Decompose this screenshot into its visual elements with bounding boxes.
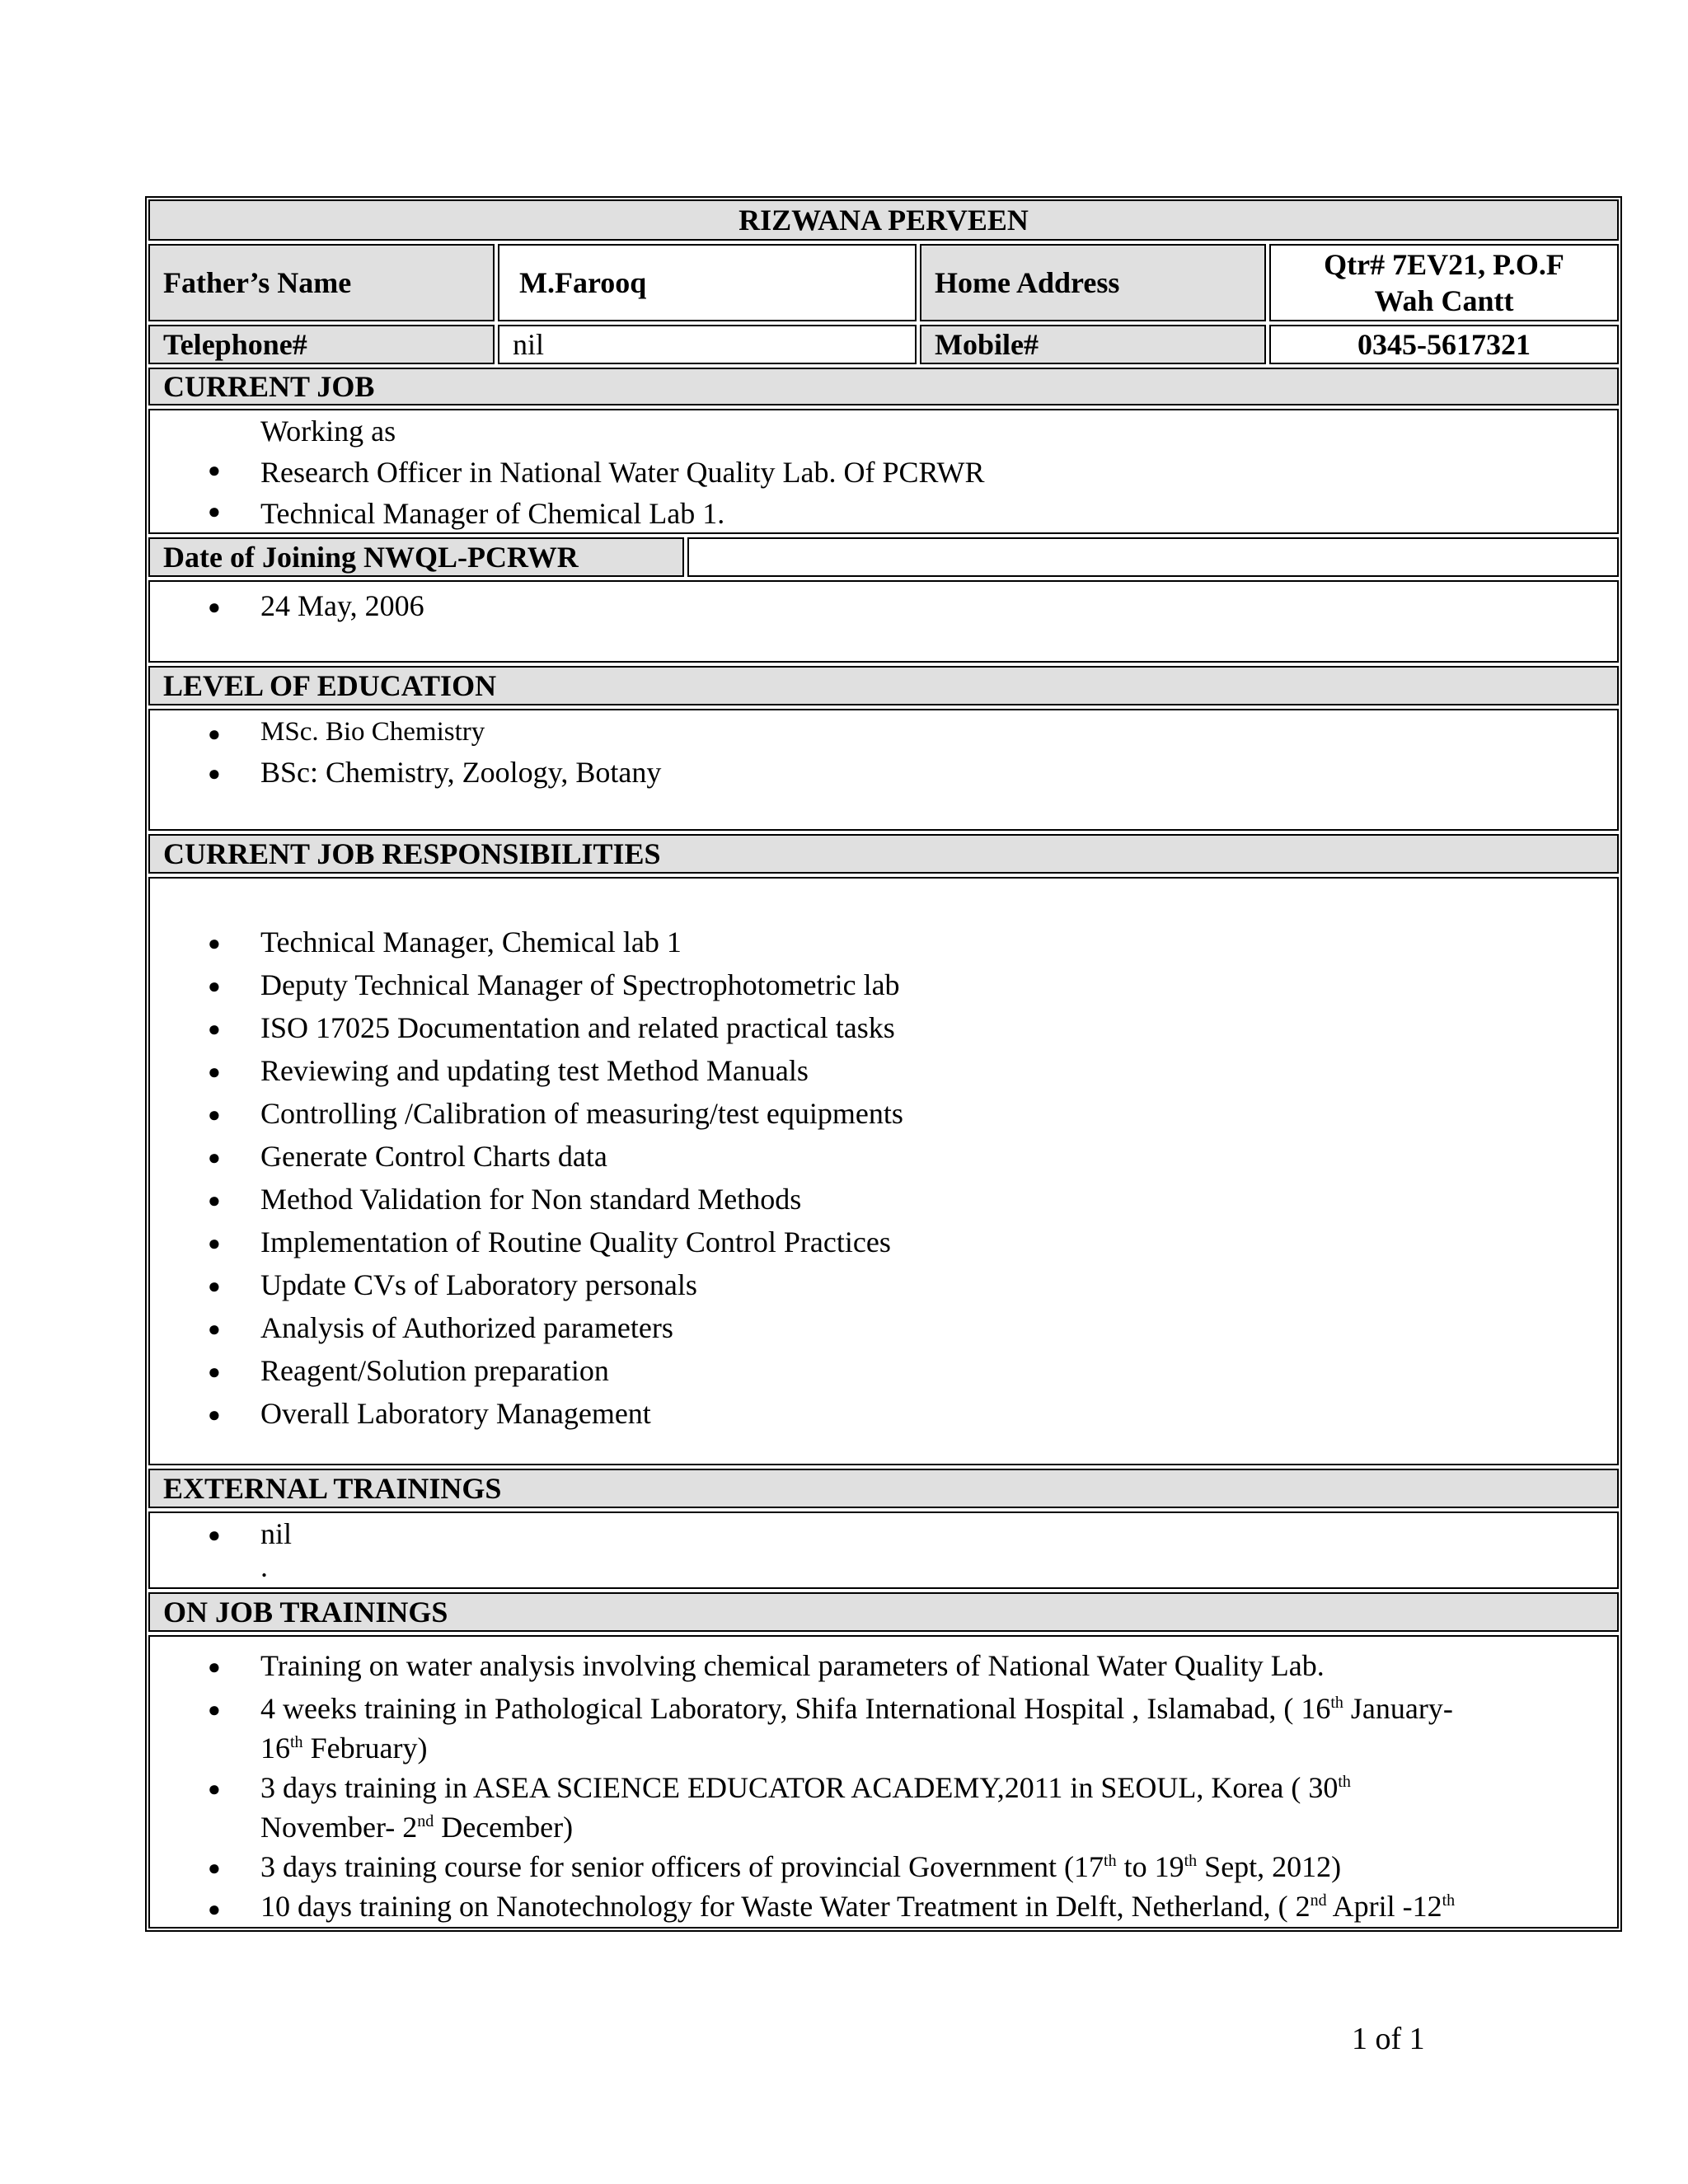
list-item: 24 May, 2006 — [260, 589, 424, 622]
list-item: 3 days training in ASEA SCIENCE EDUCATOR ACADEMY,2011 in SEOUL, Korea ( 30th — [260, 1771, 1351, 1804]
telephone-label: Telephone# — [148, 325, 495, 364]
list-item: 3 days training course for senior officers of provincial Government (17th to 19th Sept, 2012) — [260, 1850, 1342, 1883]
list-item: Implementation of Routine Quality Control Practices — [260, 1226, 891, 1258]
list-item: Reviewing and updating test Method Manuals — [260, 1054, 809, 1087]
list-item: 4 weeks training in Pathological Laboratory, Shifa International Hospital , Islamabad, ( 16th January- — [260, 1692, 1453, 1725]
external-trainings-heading: EXTERNAL TRAININGS — [148, 1469, 1619, 1508]
list-item: Deputy Technical Manager of Spectrophotometric lab — [260, 968, 900, 1001]
list-item: Technical Manager, Chemical lab 1 — [260, 926, 682, 958]
fathers-name-value: M.Farooq — [498, 244, 917, 321]
bullet-icon: ● — [208, 1231, 221, 1255]
list-item: Controlling /Calibration of measuring/test equipments — [260, 1097, 903, 1130]
bullet-icon: ● — [208, 974, 221, 998]
bullet-icon: ● — [208, 1655, 221, 1679]
bullet-icon: ● — [208, 722, 221, 746]
telephone-value: nil — [498, 325, 917, 364]
list-item: nil — [260, 1517, 293, 1550]
list-item: 10 days training on Nanotechnology for Waste Water Treatment in Delft, Netherland, ( 2nd April -12th — [260, 1890, 1456, 1923]
responsibilities-heading: CURRENT JOB RESPONSIBILITIES — [148, 834, 1619, 874]
responsibilities-section — [148, 877, 1619, 1465]
bullet-icon: ● — [208, 1188, 221, 1212]
bullet-icon: ● — [208, 1403, 221, 1427]
bullet-icon: ● — [208, 1523, 221, 1547]
bullet-icon: ● — [208, 1017, 221, 1041]
current-job-section — [148, 409, 1619, 534]
bullet-icon: ● — [208, 1146, 221, 1169]
list-item: Training on water analysis involving chemical parameters of National Water Quality Lab. — [260, 1649, 1325, 1682]
bullet-icon: ● — [208, 1897, 221, 1921]
list-item: BSc: Chemistry, Zoology, Botany — [260, 756, 662, 789]
bullet-icon: ● — [208, 499, 221, 523]
joining-value-cell — [687, 537, 1619, 577]
bullet-icon: ● — [208, 1317, 221, 1341]
education-section — [148, 709, 1619, 831]
home-address-value — [1269, 244, 1619, 321]
mobile-value: 0345-5617321 — [1269, 325, 1619, 364]
bullet-icon: ● — [208, 458, 221, 482]
bullet-icon: ● — [208, 595, 221, 619]
name-heading: RIZWANA PERVEEN — [148, 199, 1619, 241]
list-item: Method Validation for Non standard Methods — [260, 1183, 802, 1216]
bullet-icon: ● — [208, 931, 221, 955]
list-item: Technical Manager of Chemical Lab 1. — [260, 497, 725, 530]
current-job-intro: Working as — [260, 415, 396, 448]
list-item-continuation: November- 2nd December) — [260, 1811, 574, 1844]
list-item-continuation: 16th February) — [260, 1732, 428, 1765]
joining-heading: Date of Joining NWQL-PCRWR — [148, 537, 684, 577]
bullet-icon: ● — [208, 1060, 221, 1084]
list-item: Overall Laboratory Management — [260, 1397, 651, 1430]
current-job-heading: CURRENT JOB — [148, 368, 1619, 405]
home-address-line1: Qtr# 7EV21, P.O.F — [1324, 248, 1564, 281]
list-item: Research Officer in National Water Quality Lab. Of PCRWR — [260, 456, 985, 489]
joining-section — [148, 580, 1619, 663]
bullet-icon: ● — [208, 1274, 221, 1298]
bullet-icon: ● — [208, 1777, 221, 1801]
list-item: Generate Control Charts data — [260, 1140, 607, 1173]
on-job-trainings-section — [148, 1635, 1619, 1929]
education-heading: LEVEL OF EDUCATION — [148, 666, 1619, 705]
list-item: MSc. Bio Chemistry — [260, 717, 485, 747]
trailing-dot: . — [260, 1550, 268, 1583]
bullet-icon: ● — [208, 1856, 221, 1880]
list-item: Update CVs of Laboratory personals — [260, 1268, 697, 1301]
bullet-icon: ● — [208, 1698, 221, 1722]
fathers-name-label: Father’s Name — [148, 244, 495, 321]
list-item: Reagent/Solution preparation — [260, 1354, 609, 1387]
list-item: Analysis of Authorized parameters — [260, 1311, 673, 1344]
home-address-line2: Wah Cantt — [1374, 284, 1514, 317]
list-item: ISO 17025 Documentation and related practical tasks — [260, 1011, 895, 1044]
bullet-icon: ● — [208, 1360, 221, 1384]
on-job-trainings-heading: ON JOB TRAININGS — [148, 1592, 1619, 1632]
bullet-icon: ● — [208, 1103, 221, 1127]
bullet-icon: ● — [208, 762, 221, 785]
home-address-label: Home Address — [920, 244, 1266, 321]
mobile-label: Mobile# — [920, 325, 1266, 364]
external-trainings-section — [148, 1511, 1619, 1589]
page-number: 1 of 1 — [1352, 2022, 1425, 2056]
